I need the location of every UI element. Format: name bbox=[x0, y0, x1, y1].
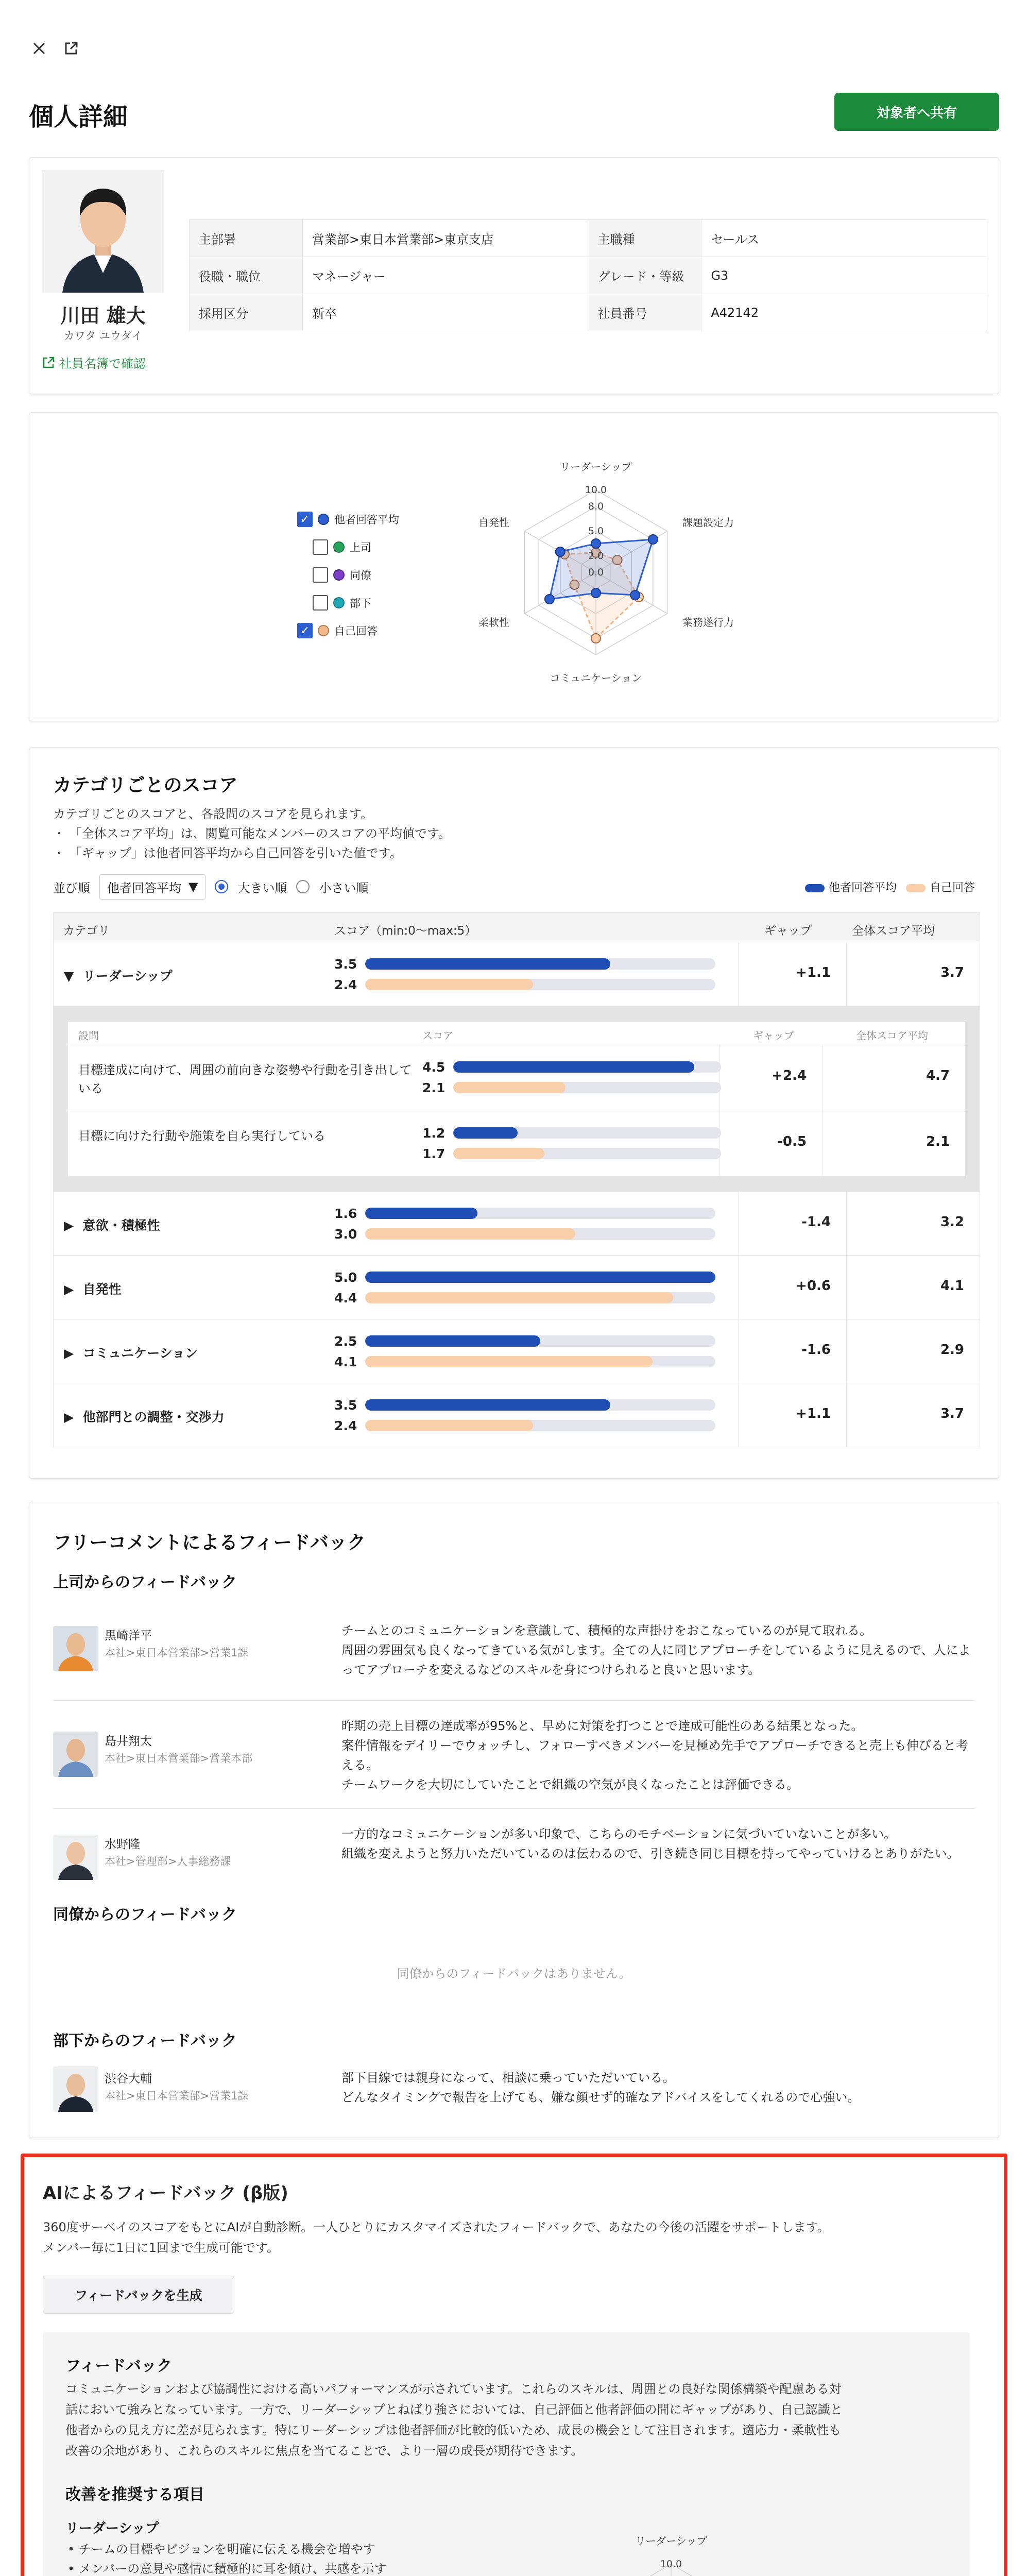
category-name: ▶ 意欲・積極性 bbox=[64, 1218, 160, 1233]
bar-self: 4.4 bbox=[334, 1287, 715, 1308]
checkbox-boss[interactable] bbox=[313, 539, 328, 555]
avg-value: 4.7 bbox=[926, 1068, 950, 1083]
ai-result-panel bbox=[43, 2332, 970, 2576]
radar-axis-label: リーダーシップ bbox=[560, 461, 632, 473]
legend-self: 自己回答 bbox=[906, 879, 975, 895]
bar-fill bbox=[453, 1127, 518, 1139]
checkbox-others-avg[interactable]: ✓ bbox=[297, 512, 313, 527]
bar-self: 2.4 bbox=[334, 1415, 715, 1436]
info-label: 役職・職位 bbox=[190, 257, 303, 294]
gap-value: +1.1 bbox=[739, 942, 847, 1006]
bullet-text: 「全体スコア平均」は、閲覧可能なメンバーのスコアの平均値です。 bbox=[69, 826, 451, 841]
legend-label: 上司 bbox=[350, 541, 371, 554]
avg-value: 2.9 bbox=[940, 1342, 964, 1358]
avatar bbox=[53, 1732, 98, 1777]
radar-tick-label: 10.0 bbox=[660, 2558, 682, 2570]
header-avg: 全体スコア平均 bbox=[852, 924, 935, 938]
info-label: 主職種 bbox=[588, 220, 701, 257]
bar-others: 3.5 bbox=[334, 954, 715, 974]
list-item: • メンバーの意見や感情に積極的に耳を傾け、共感を示す bbox=[65, 2559, 488, 2576]
generate-feedback-button[interactable]: フィードバックを生成 bbox=[43, 2276, 234, 2314]
list-item: • チームの目標やビジョンを明確に伝える機会を増やす bbox=[65, 2539, 488, 2559]
avatar bbox=[42, 170, 164, 293]
info-row bbox=[190, 220, 987, 257]
header-score: スコア（min:0〜max:5） bbox=[334, 924, 477, 938]
legend-peer[interactable] bbox=[313, 561, 399, 589]
open-new-window-icon[interactable] bbox=[61, 38, 81, 59]
info-label: 主部署 bbox=[190, 220, 303, 257]
info-row bbox=[190, 257, 987, 294]
top-toolbar bbox=[29, 36, 81, 61]
radio-asc[interactable] bbox=[296, 880, 310, 893]
ai-radar-chart bbox=[496, 2487, 856, 2576]
question-row bbox=[68, 1044, 965, 1110]
commenter-dept: 本社>東日本営業部>営業1課 bbox=[105, 2090, 249, 2102]
ai-feedback-heading: フィードバック bbox=[65, 2357, 172, 2375]
section-bullet: ・ 「全体スコア平均」は、閲覧可能なメンバーのスコアの平均値です。 bbox=[53, 826, 451, 841]
caret-right-icon[interactable]: ▶ bbox=[64, 1282, 74, 1297]
section-desc: カテゴリごとのスコアと、各設問のスコアを見られます。 bbox=[53, 807, 373, 821]
category-score-card bbox=[29, 747, 999, 1479]
radar-chart bbox=[421, 413, 781, 722]
score-bars: 4.5 2.1 bbox=[422, 1057, 721, 1098]
legend-subordinate[interactable] bbox=[313, 589, 399, 617]
free-comment-card bbox=[29, 1502, 999, 2138]
legend-label: 他者回答平均 bbox=[334, 514, 399, 526]
radar-point-self bbox=[591, 634, 601, 643]
question-panel bbox=[53, 1006, 980, 1192]
info-label: 採用区分 bbox=[190, 294, 303, 331]
employee-directory-label: 社員名簿で確認 bbox=[59, 357, 146, 371]
page-title: 個人詳細 bbox=[29, 103, 128, 131]
question-table bbox=[68, 1022, 965, 1176]
avatar bbox=[53, 2066, 98, 2112]
radar-tick-label: 8.0 bbox=[588, 501, 604, 512]
close-icon[interactable] bbox=[29, 38, 49, 59]
commenter-name: 黒崎洋平 bbox=[105, 1629, 152, 1642]
bar-fill bbox=[365, 1420, 533, 1431]
legend-label: 同僚 bbox=[350, 569, 371, 582]
legend-label: 自己回答 bbox=[334, 625, 378, 637]
question-table-header: 設問 スコア ギャップ 全体スコア平均 bbox=[68, 1022, 965, 1044]
bar-fill bbox=[453, 1061, 694, 1073]
person-name: 川田 雄大 bbox=[60, 304, 146, 327]
radar-tick-label: 2.0 bbox=[588, 550, 604, 562]
category-row[interactable] bbox=[53, 1256, 980, 1319]
radar-point-others bbox=[591, 539, 601, 548]
bar-others: 5.0 bbox=[334, 1267, 715, 1287]
peer-feedback-empty: 同僚からのフィードバックはありません。 bbox=[397, 1967, 631, 1981]
category-row[interactable] bbox=[53, 1192, 980, 1256]
radar-tick-label: 10.0 bbox=[585, 484, 607, 496]
info-value: セールス bbox=[701, 220, 987, 257]
radar-axis-label: 柔軟性 bbox=[478, 616, 509, 629]
score-bars bbox=[334, 1395, 715, 1436]
person-kana: カワタ ユウダイ bbox=[63, 330, 143, 342]
avatar bbox=[53, 1835, 98, 1880]
feedback-item bbox=[53, 2059, 975, 2121]
comment-text: 昨期の売上目標の達成率が95%と、早めに対策を打つことで達成可能性のある結果となった。 案件情報をデイリーでウォッチし、フォローすべきメンバーを見極め先手でアプローチできると売上も伸びると考える。 チームワークを大切にしていたことで組織の空気が良くなったことは評価できる。 bbox=[341, 1719, 968, 1792]
category-row-leadership[interactable] bbox=[53, 942, 980, 1006]
leadership-list bbox=[65, 2539, 488, 2576]
bar-fill bbox=[365, 958, 610, 970]
header-category: カテゴリ bbox=[63, 924, 110, 938]
score-bars bbox=[334, 954, 715, 995]
avg-value: 2.1 bbox=[926, 1134, 950, 1149]
radar-point-others bbox=[591, 588, 601, 598]
category-row[interactable] bbox=[53, 1383, 980, 1447]
commenter-name: 島井翔太 bbox=[105, 1735, 152, 1748]
peer-feedback-title: 同僚からのフィードバック bbox=[53, 1906, 237, 1924]
score-table-header bbox=[53, 912, 980, 942]
ai-feedback-text: コミュニケーションおよび協調性における高いパフォーマンスが示されています。これらのスキルは、周囲との良好な関係構築や配慮ある対 話において強みとなっています。一方で、リーダーシップとねばり強さにおいては、自己評価と他者評価の間にギャップがあり、自己認識と 他者からの見え方に差が見られます。特にリーダーシップは他者評価が比較的低いため、成長の機会として注目されます。適応力・柔軟性も 改善の余地があり、これらのスキルに焦点を当てることで、より一層の成長が期待できます。 bbox=[65, 2382, 843, 2458]
share-to-target-button[interactable]: 対象者へ共有 bbox=[834, 93, 999, 131]
radio-desc-label: 大きい順 bbox=[237, 880, 287, 895]
bar-fill bbox=[365, 1208, 477, 1219]
bar-fill bbox=[365, 1272, 715, 1283]
radar-axis-label: 自発性 bbox=[478, 516, 509, 529]
info-value: 新卒 bbox=[302, 294, 588, 331]
info-row bbox=[190, 294, 987, 331]
legend-others: 他者回答平均 bbox=[805, 879, 897, 895]
comment-text: 部下目線では親身になって、相談に乗っていただいている。 どんなタイミングで報告を上げても、嫌な顔せず的確なアドバイスをしてくれるので心強い。 bbox=[341, 2071, 860, 2105]
commenter-dept: 本社>管理部>人事総務課 bbox=[105, 1855, 231, 1868]
bar-fill bbox=[365, 1356, 653, 1367]
category-row[interactable] bbox=[53, 1319, 980, 1383]
header-gap: ギャップ bbox=[764, 924, 812, 938]
category-name: ▼ リーダーシップ bbox=[64, 969, 173, 984]
score-bars: 1.2 1.7 bbox=[422, 1123, 721, 1164]
gap-value: -1.6 bbox=[739, 1319, 847, 1383]
avatar bbox=[53, 1626, 98, 1671]
radar-tick-label: 5.0 bbox=[588, 526, 604, 537]
radar-card bbox=[29, 412, 999, 721]
boss-feedback-title: 上司からのフィードバック bbox=[53, 1573, 237, 1591]
info-value: G3 bbox=[701, 257, 987, 294]
question-text: 目標達成に向けて、周囲の前向きな姿勢や行動を引き出している bbox=[78, 1063, 412, 1096]
bar-self: 2.4 bbox=[334, 974, 715, 995]
bar-fill bbox=[453, 1148, 544, 1159]
caret-down-icon: ▼ bbox=[189, 879, 198, 894]
category-name: ▶ コミュニケーション bbox=[64, 1346, 198, 1361]
section-title: カテゴリごとのスコア bbox=[53, 775, 238, 796]
legend-dot bbox=[333, 569, 345, 581]
feedback-item bbox=[53, 1809, 975, 1899]
caret-right-icon[interactable]: ▶ bbox=[64, 1218, 74, 1233]
question-row bbox=[68, 1110, 965, 1176]
comment-text: チームとのコミュニケーションを意識して、積極的な声掛けをおこなっているのが見て取れる。 周囲の雰囲気も良くなってきている気がします。全ての人に同じアプローチをしているように見えるので、人によってアプローチを変えるなどのスキルを身につけられると良いと思います。 bbox=[341, 1623, 971, 1677]
bar-fill bbox=[365, 979, 533, 990]
radar-point-others bbox=[556, 547, 565, 556]
employee-directory-link[interactable] bbox=[42, 353, 176, 371]
comment-text: 一方的なコミュニケーションが多い印象で、こちらのモチベーションに気づいていないことが多い。 組織を変えようと努力いただいているのは伝わるので、引き続き同じ目標を持ってやっていけるとありがたい。 bbox=[341, 1827, 960, 1861]
sort-value: 他者回答平均 bbox=[107, 880, 181, 895]
sort-select[interactable] bbox=[99, 874, 205, 900]
gap-value: +0.6 bbox=[739, 1256, 847, 1319]
radar-axis-label: コミュニケーション bbox=[550, 672, 642, 684]
score-table bbox=[53, 912, 980, 1447]
caret-down-icon[interactable]: ▼ bbox=[64, 969, 74, 984]
legend-dot bbox=[333, 597, 345, 608]
radar-tick-label: 0.0 bbox=[588, 567, 604, 578]
info-value: A42142 bbox=[701, 294, 987, 331]
gap-value: -0.5 bbox=[719, 1110, 823, 1176]
bar-fill bbox=[365, 1399, 610, 1411]
caret-right-icon[interactable]: ▶ bbox=[64, 1410, 74, 1425]
score-bars bbox=[334, 1331, 715, 1372]
feedback-item bbox=[53, 1600, 975, 1701]
legend-boss[interactable] bbox=[313, 533, 399, 561]
section-bullet: ・ 「ギャップ」は他者回答平均から自己回答を引いた値です。 bbox=[53, 846, 402, 860]
caret-right-icon[interactable]: ▶ bbox=[64, 1346, 74, 1361]
radar-axis-label: 業務遂行力 bbox=[682, 616, 734, 629]
improve-heading: 改善を推奨する項目 bbox=[65, 2486, 204, 2504]
legend-dot bbox=[333, 541, 345, 553]
bar-others: 1.6 bbox=[334, 1203, 715, 1224]
avg-value: 3.7 bbox=[940, 1406, 964, 1421]
commenter-name: 渋谷大輔 bbox=[105, 2072, 152, 2086]
bar-others: 2.5 bbox=[334, 1331, 715, 1351]
bar-fill bbox=[365, 1292, 673, 1303]
category-name: ▶ 自発性 bbox=[64, 1282, 122, 1297]
radar-legend bbox=[297, 505, 399, 645]
sort-label: 並び順 bbox=[53, 880, 90, 895]
bar-fill bbox=[365, 1228, 575, 1240]
info-value: マネージャー bbox=[302, 257, 588, 294]
gap-value: -1.4 bbox=[739, 1192, 847, 1255]
bar-self: 3.0 bbox=[334, 1224, 715, 1244]
section-title: フリーコメントによるフィードバック bbox=[53, 1532, 366, 1553]
ai-title: AIによるフィードバック (β版) bbox=[43, 2183, 288, 2204]
legend-others-avg[interactable] bbox=[297, 505, 399, 533]
score-bars bbox=[334, 1267, 715, 1308]
info-label: グレード・等級 bbox=[588, 257, 701, 294]
legend-dot bbox=[318, 514, 329, 525]
title-row bbox=[29, 93, 999, 134]
legend-self[interactable] bbox=[297, 617, 399, 645]
bar-fill bbox=[365, 1335, 540, 1347]
feedback-item bbox=[53, 1701, 975, 1809]
score-legend bbox=[805, 879, 975, 895]
radio-asc-label: 小さい順 bbox=[319, 880, 369, 895]
gap-value: +1.1 bbox=[739, 1383, 847, 1447]
radar-point-others bbox=[648, 535, 658, 544]
bar-others: 3.5 bbox=[334, 1395, 715, 1415]
info-value: 営業部>東日本営業部>東京支店 bbox=[302, 220, 588, 257]
radio-desc[interactable] bbox=[215, 880, 228, 893]
question-text: 目標に向けた行動や施策を自ら実行している bbox=[78, 1129, 325, 1143]
bar-fill bbox=[453, 1082, 566, 1093]
category-name: ▶ 他部門との調整・交渉力 bbox=[64, 1410, 225, 1425]
radar-point-others bbox=[545, 595, 554, 604]
ai-feedback-card bbox=[21, 2154, 1007, 2576]
gap-value: +2.4 bbox=[719, 1044, 823, 1110]
avg-value: 3.7 bbox=[940, 965, 964, 980]
leadership-heading: リーダーシップ bbox=[65, 2521, 159, 2536]
commenter-dept: 本社>東日本営業部>営業本部 bbox=[105, 1752, 253, 1765]
profile-info-table bbox=[189, 219, 987, 331]
checkbox-subordinate[interactable] bbox=[313, 595, 328, 611]
radar-point-others bbox=[630, 590, 640, 600]
subordinate-feedback-title: 部下からのフィードバック bbox=[53, 2032, 237, 2050]
radar-axis-label: リーダーシップ bbox=[635, 2535, 707, 2547]
bar-self: 4.1 bbox=[334, 1351, 715, 1372]
external-link-icon bbox=[42, 356, 55, 369]
ai-desc: 360度サーベイのスコアをもとにAIが自動診断。一人ひとりにカスタマイズされたフィードバックで、あなたの今後の活躍をサポートします。 メンバー毎に1日に1回まで生成可能です。 bbox=[43, 2220, 830, 2255]
info-label: 社員番号 bbox=[588, 294, 701, 331]
avg-value: 4.1 bbox=[940, 1278, 964, 1294]
avg-value: 3.2 bbox=[940, 1214, 964, 1230]
bullet-text: 「ギャップ」は他者回答平均から自己回答を引いた値です。 bbox=[69, 846, 402, 860]
legend-label: 部下 bbox=[350, 597, 371, 609]
legend-dot bbox=[318, 625, 329, 636]
commenter-dept: 本社>東日本営業部>営業1課 bbox=[105, 1647, 249, 1659]
checkbox-self[interactable]: ✓ bbox=[297, 623, 313, 638]
score-bars bbox=[334, 1203, 715, 1244]
radar-axis-label: 課題設定力 bbox=[682, 516, 734, 529]
checkbox-peer[interactable] bbox=[313, 567, 328, 583]
commenter-name: 水野隆 bbox=[105, 1838, 140, 1851]
profile-card bbox=[29, 157, 999, 394]
